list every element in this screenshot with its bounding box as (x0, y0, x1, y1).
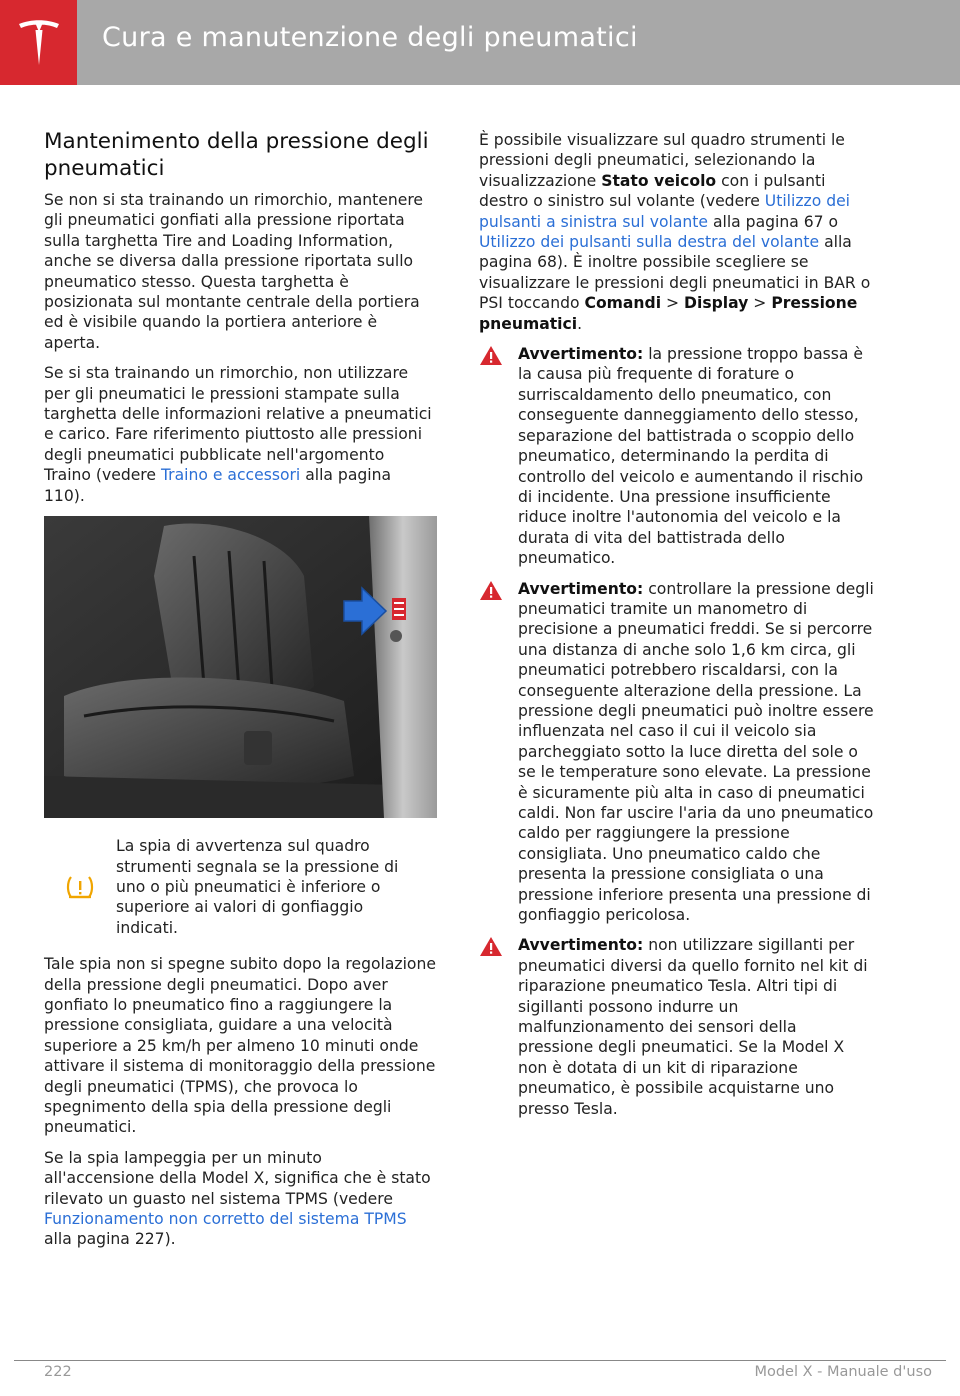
paragraph-towing: Se si sta trainando un rimorchio, non utilizzare per gli pneumatici le pressioni stampate sulla targhetta delle informazioni relative a pneumatici e carico. Fare riferimento piuttosto alle pressioni degli pneumatici pubblicate nell'argomento Traino (vedere Traino e accessori alla pagina 110). (44, 364, 432, 505)
right-column (479, 130, 875, 1129)
page-header (0, 0, 960, 85)
paragraph-tpms-fault: Se la spia lampeggia per un minuto all'accensione della Model X, significa che è stato rilevato un guasto nel sistema TPMS (vedere Funzionamento non corretto del sistema TPMS alla pagina 227). (44, 1148, 431, 1249)
warning-check-cold: Avvertimento: controllare la pressione degli pneumatici tramite un manometro di precisione a pneumatici freddi. Se si percorre una distanza di anche solo 1,6 km circa, gli pneumatici potrebbero riscaldarsi, con la conseguente alterazione della pressione. La pressione degli pneumatici può inoltre essere influenzata nel caso il cui il veicolo sia parcheggiato sotto la luce diretta del sole o se le temperature sono elevate. La pressione è sicuramente più alta in caso di pneumatici caldi. Non far uscire l'aria da uno pneumatico caldo per raggiungere la pressione consigliata. Uno pneumatico caldo che presenta la pressione consigliata o una pressione inferiore presenta una pressione di gonfiaggio pericolosa. (479, 579, 875, 926)
warning-triangle-icon (479, 936, 503, 957)
footer-divider (14, 1360, 946, 1361)
tesla-logo-icon (17, 18, 61, 68)
indicator-text: La spia di avvertenza sul quadro strumenti segnala se la pressione di uno o più pneumatici è inferiore o superiore ai valori di gonfiaggio indicati. (116, 837, 399, 937)
section-heading: Mantenimento della pressione degli pneumatici (44, 129, 429, 181)
link-tpms-malfunction[interactable]: Funzionamento non corretto del sistema TPMS (44, 1210, 407, 1228)
paragraph-tpms-reset: Tale spia non si spegne subito dopo la regolazione della pressione degli pneumatici. Dopo aver gonfiato lo pneumatico fino a raggiungere la pressione consigliata, guidare a una velocità superiore a 25 km/h per almeno 10 minuti onde attivare il sistema di monitoraggio della pressione degli pneumatici (TPMS), che provoca lo spegnimento della spia della pressione degli pneumatici. (44, 955, 436, 1137)
manual-title: Model X - Manuale d'uso (754, 1364, 932, 1380)
warning-sealant: Avvertimento: non utilizzare sigillanti per pneumatici diversi da quello fornito nel kit di riparazione pneumatico Tesla. Altri tipi di sigillanti possono indurre un malfunzionamento dei sensori della pressione degli pneumatici. Se la Model X non è dotata di un kit di riparazione pneumatico, è possibile acquistarne uno presso Tesla. (479, 935, 875, 1119)
link-towing[interactable]: Traino e accessori (160, 466, 301, 485)
warning-triangle-icon (479, 345, 503, 366)
tesla-logo (0, 0, 77, 85)
tpms-warning-icon (44, 836, 116, 938)
seat-door-pillar-photo (44, 516, 437, 818)
section-title: Cura e manutenzione degli pneumatici (102, 22, 638, 53)
warning-underinflation: Avvertimento: la pressione troppo bassa è la causa più frequente di forature o surriscaldamento dello pneumatico, con conseguente danneggiamento dello stesso, separazione del battistrada o scoppio dello pneumatico, determinando la perdita di controllo del veicolo e aumentando il rischio di incidente. Una pressione insufficiente riduce inoltre l'autonomia del veicolo e la durata di vita del battistrada dello pneumatico. (479, 344, 875, 568)
paragraph-pressure-label: Se non si sta trainando un rimorchio, mantenere gli pneumatici gonfiati alla pressione riportata sulla targhetta Tire and Loading Information, anche se diversa dalla pressione riportata sullo pneumatico stesso. Questa targhetta è posizionata sul montante centrale della portiera ed è visibile quando la portiera anteriore è aperta. (44, 191, 423, 352)
link-left-steering-buttons[interactable]: Utilizzo dei pulsanti a sinistra sul volante (479, 192, 851, 231)
paragraph-display-pressures: È possibile visualizzare sul quadro strumenti le pressioni degli pneumatici, selezionando la visualizzazione Stato veicolo con i pulsanti destro o sinistro sul volante (vedere Utilizzo dei pulsanti a sinistra sul volante alla pagina 67 o Utilizzo dei pulsanti sulla destra del volante alla pagina 68). È inoltre possibile scegliere se visualizzare le pressioni degli pneumatici in BAR o PSI toccando Comandi > Display > Pressione pneumatici. (479, 131, 871, 333)
warning-triangle-icon (479, 580, 503, 601)
link-right-steering-buttons[interactable]: Utilizzo dei pulsanti sulla destra del volante (479, 233, 820, 252)
left-column (44, 128, 436, 1260)
page-number: 222 (44, 1364, 72, 1380)
tpms-indicator-note (44, 836, 436, 938)
